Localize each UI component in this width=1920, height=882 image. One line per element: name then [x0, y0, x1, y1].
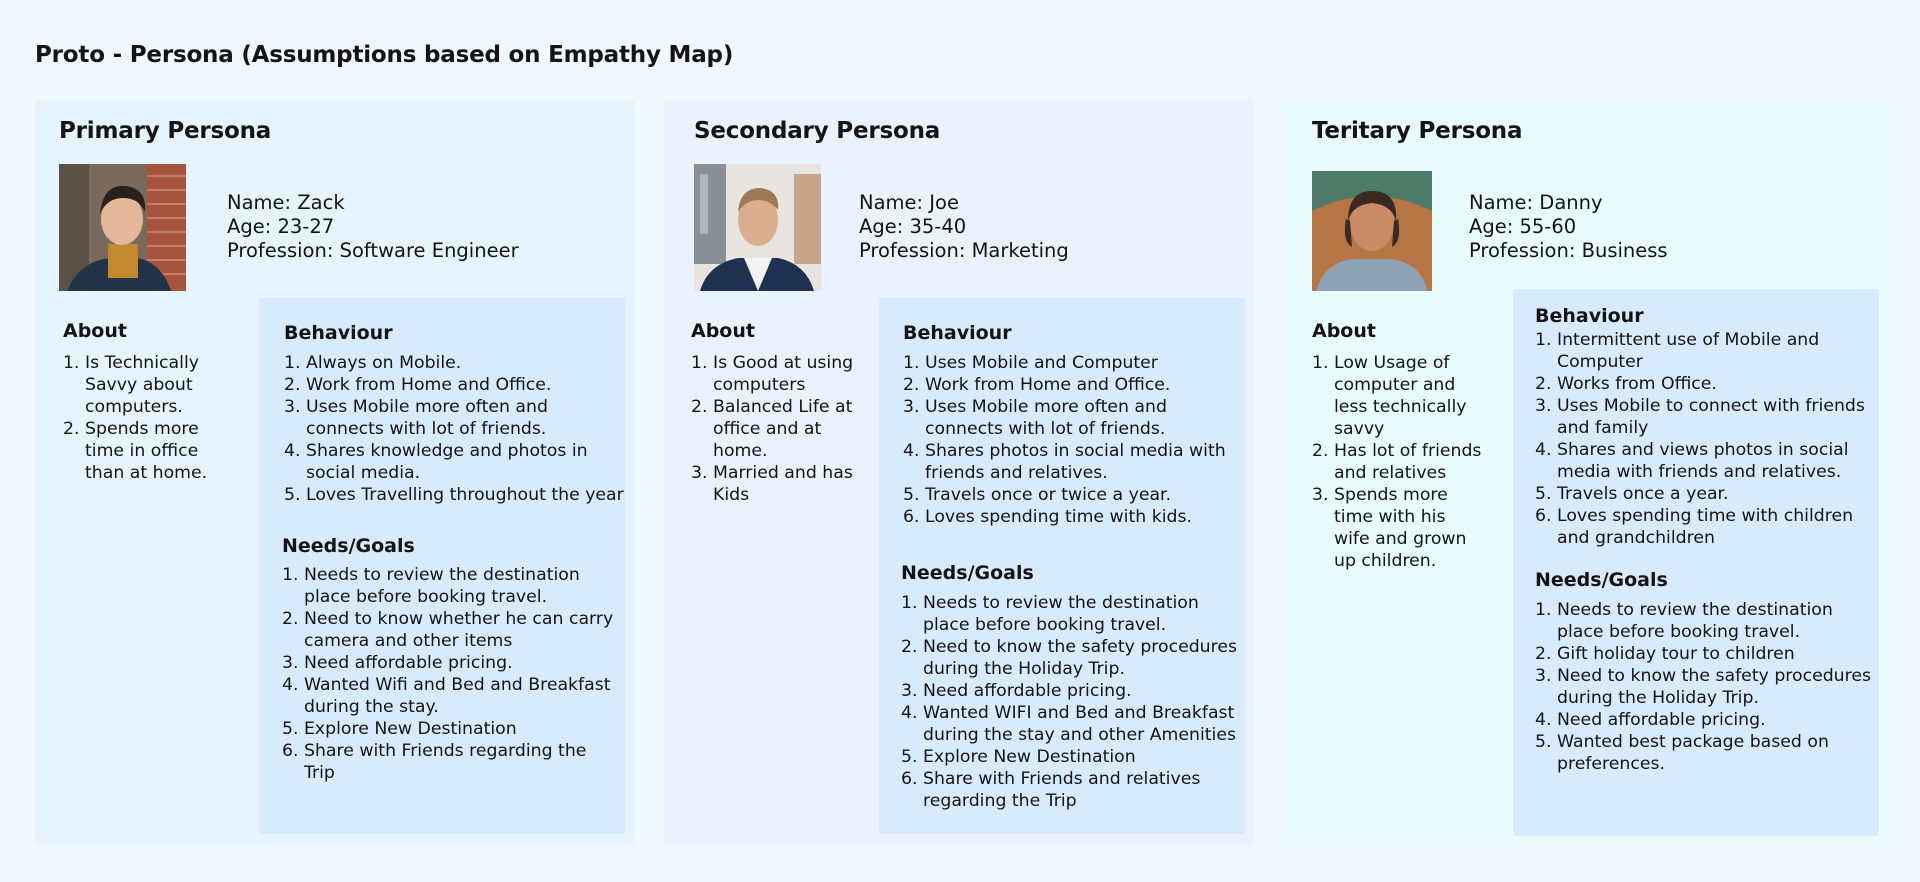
about-list: [1312, 352, 1482, 572]
persona-name: Name: Danny: [1469, 191, 1603, 214]
list-item: 6. Share with Friends and relatives regarding the Trip: [901, 769, 1201, 811]
persona-name: Name: Joe: [859, 191, 959, 214]
list-item: 3. Uses Mobile more often and connects with lot of friends.: [903, 397, 1167, 439]
behaviour-list: [903, 352, 1243, 528]
behaviour-needs-panel: [879, 298, 1245, 834]
list-item: 3. Need affordable pricing.: [282, 653, 513, 673]
list-item: 1. Intermittent use of Mobile and Computer: [1535, 330, 1820, 372]
needs-list: [1535, 599, 1875, 775]
list-item: 2. Has lot of friends and relatives: [1312, 441, 1482, 483]
teritary-persona-card: [1283, 100, 1887, 845]
list-item: 3. Uses Mobile to connect with friends and family: [1535, 396, 1865, 438]
card-title: Primary Persona: [59, 118, 272, 144]
needs-list: [901, 592, 1243, 812]
persona-photo-danny: [1312, 171, 1432, 291]
needs-heading: Needs/Goals: [282, 535, 415, 557]
persona-photo-zack: [59, 164, 186, 291]
list-item: 5. Travels once a year.: [1535, 484, 1729, 504]
list-item: 3. Married and has Kids: [691, 463, 853, 505]
list-item: 2. Need to know whether he can carry camera and other items: [282, 609, 614, 651]
list-item: 1. Needs to review the destination place before booking travel.: [901, 593, 1199, 635]
list-item: 4. Shares knowledge and photos in social media.: [284, 441, 588, 483]
list-item: 1. Uses Mobile and Computer: [903, 353, 1158, 373]
about-list: [691, 352, 861, 506]
card-title: Teritary Persona: [1312, 118, 1523, 144]
about-list: [63, 352, 213, 484]
list-item: 6. Share with Friends regarding the Trip: [282, 741, 587, 783]
about-heading: About: [63, 320, 127, 342]
persona-name: Name: Zack: [227, 191, 345, 214]
behaviour-heading: Behaviour: [903, 322, 1012, 344]
list-item: 2. Works from Office.: [1535, 374, 1717, 394]
list-item: 2. Gift holiday tour to children: [1535, 644, 1795, 664]
persona-profession: Profession: Marketing: [859, 239, 1069, 262]
needs-heading: Needs/Goals: [1535, 569, 1668, 591]
page-title: Proto - Persona (Assumptions based on Empathy Map): [35, 42, 734, 68]
behaviour-needs-panel: [1513, 289, 1879, 836]
persona-info: [227, 191, 519, 263]
persona-profession: Profession: Software Engineer: [227, 239, 519, 262]
behaviour-list: [284, 352, 629, 506]
list-item: 4. Wanted Wifi and Bed and Breakfast during the stay.: [282, 675, 611, 717]
list-item: 5. Wanted best package based on preferences.: [1535, 732, 1829, 774]
persona-photo-joe: [694, 164, 821, 291]
list-item: 5. Explore New Destination: [901, 747, 1136, 767]
persona-profession: Profession: Business: [1469, 239, 1668, 262]
needs-list: [282, 564, 617, 784]
card-title: Secondary Persona: [694, 118, 941, 144]
list-item: 1. Needs to review the destination place before booking travel.: [282, 565, 580, 607]
secondary-persona-card: [664, 100, 1254, 845]
behaviour-needs-panel: [259, 298, 625, 834]
list-item: 6. Loves spending time with kids.: [903, 507, 1192, 527]
list-item: 5. Explore New Destination: [282, 719, 517, 739]
primary-persona-card: [35, 100, 635, 845]
list-item: 5. Travels once or twice a year.: [903, 485, 1172, 505]
about-heading: About: [1312, 320, 1376, 342]
list-item: 1. Is Good at using computers: [691, 353, 854, 395]
behaviour-heading: Behaviour: [1535, 305, 1644, 327]
persona-info: [1469, 191, 1668, 263]
behaviour-list: [1535, 329, 1875, 549]
list-item: 4. Shares photos in social media with friends and relatives.: [903, 441, 1226, 483]
needs-heading: Needs/Goals: [901, 562, 1034, 584]
list-item: 1. Always on Mobile.: [284, 353, 462, 373]
list-item: 3. Uses Mobile more often and connects with lot of friends.: [284, 397, 548, 439]
list-item: 3. Need to know the safety procedures during the Holiday Trip.: [1535, 666, 1871, 708]
list-item: 1. Low Usage of computer and less technically savvy: [1312, 353, 1467, 439]
list-item: 2. Spends more time in office than at home.: [63, 419, 208, 483]
list-item: 2. Work from Home and Office.: [284, 375, 552, 395]
persona-age: Age: 35-40: [859, 215, 967, 238]
list-item: 1. Is Technically Savvy about computers.: [63, 353, 199, 417]
list-item: 6. Loves spending time with children and grandchildren: [1535, 506, 1854, 548]
list-item: 1. Needs to review the destination place before booking travel.: [1535, 600, 1833, 642]
list-item: 5. Loves Travelling throughout the year: [284, 485, 624, 505]
persona-age: Age: 55-60: [1469, 215, 1577, 238]
persona-age: Age: 23-27: [227, 215, 335, 238]
list-item: 2. Need to know the safety procedures during the Holiday Trip.: [901, 637, 1237, 679]
behaviour-heading: Behaviour: [284, 322, 393, 344]
about-heading: About: [691, 320, 755, 342]
persona-info: [859, 191, 1069, 263]
list-item: 3. Spends more time with his wife and grown up children.: [1312, 485, 1467, 571]
list-item: 2. Work from Home and Office.: [903, 375, 1171, 395]
list-item: 4. Shares and views photos in social media with friends and relatives.: [1535, 440, 1849, 482]
list-item: 4. Need affordable pricing.: [1535, 710, 1766, 730]
list-item: 2. Balanced Life at office and at home.: [691, 397, 853, 461]
list-item: 3. Need affordable pricing.: [901, 681, 1132, 701]
list-item: 4. Wanted WIFI and Bed and Breakfast during the stay and other Amenities: [901, 703, 1236, 745]
